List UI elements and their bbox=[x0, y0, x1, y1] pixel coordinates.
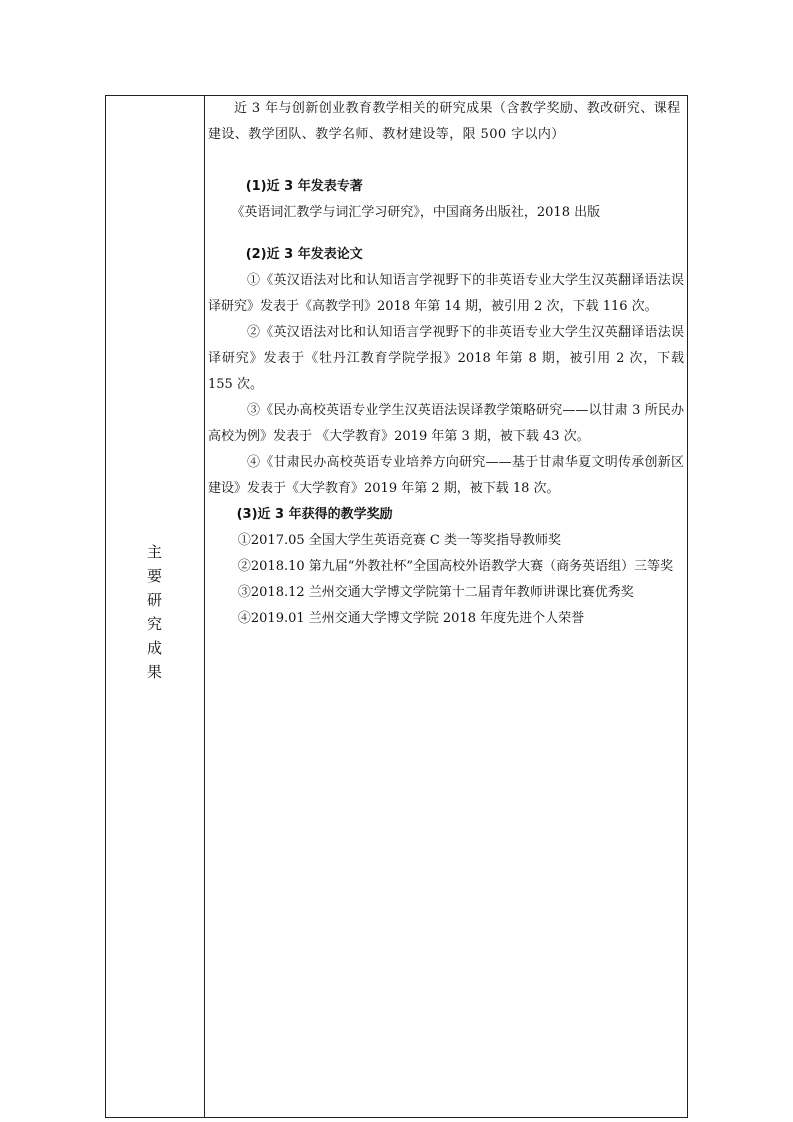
paper-item: ①《英汉语法对比和认知语言学视野下的非英语专业大学生汉英翻译语法误译研究》发表于《高教学刊》2018 年第 14 期，被引用 2 次，下载 116 次。 bbox=[208, 273, 684, 314]
awards-heading: (3)近 3 年获得的教学奖励 bbox=[236, 507, 393, 522]
row-label-char: 要 bbox=[146, 567, 163, 585]
row-label-char: 成 bbox=[146, 639, 163, 657]
award-item: ②2018.10 第九届“外教社杯”全国高校外语教学大赛（商务英语组）三等奖 bbox=[237, 559, 674, 574]
intro-text: 近 3 年与创新创业教育教学相关的研究成果（含教学奖励、教改研究、课程建设、教学团队、教学名师、教材建设等，限 500 字以内） bbox=[208, 101, 681, 142]
award-item: ①2017.05 全国大学生英语竞赛 C 类一等奖指导教师奖 bbox=[237, 533, 561, 548]
paper-item: ③《民办高校英语专业学生汉英语法误译教学策略研究——以甘肃 3 所民办高校为例》发表于 《大学教育》2019 年第 3 期，被下载 43 次。 bbox=[208, 403, 684, 444]
award-item: ④2019.01 兰州交通大学博文学院 2018 年度先进个人荣誉 bbox=[237, 611, 585, 626]
row-label-char: 究 bbox=[146, 615, 163, 633]
research-results-content bbox=[208, 96, 684, 632]
column-divider bbox=[204, 95, 205, 1118]
book-item: 《英语词汇教学与词汇学习研究》，中国商务出版社，2018 出版 bbox=[231, 205, 601, 220]
award-item: ③2018.12 兰州交通大学博文学院第十二届青年教师讲课比赛优秀奖 bbox=[237, 585, 634, 600]
papers-heading: (2)近 3 年发表论文 bbox=[245, 247, 363, 262]
row-label-char: 主 bbox=[146, 543, 163, 561]
paper-item: ④《甘肃民办高校英语专业培养方向研究——基于甘肃华夏文明传承创新区建设》发表于《大学教育》2019 年第 2 期，被下载 18 次。 bbox=[208, 455, 684, 496]
row-label-char: 果 bbox=[146, 663, 163, 681]
paper-item: ②《英汉语法对比和认知语言学视野下的非英语专业大学生汉英翻译语法误译研究》发表于《牡丹江教育学院学报》2018 年第 8 期，被引用 2 次，下载 155 次。 bbox=[208, 325, 684, 392]
row-label bbox=[106, 540, 204, 684]
row-label-char: 研 bbox=[146, 591, 163, 609]
books-heading: (1)近 3 年发表专著 bbox=[245, 179, 363, 194]
